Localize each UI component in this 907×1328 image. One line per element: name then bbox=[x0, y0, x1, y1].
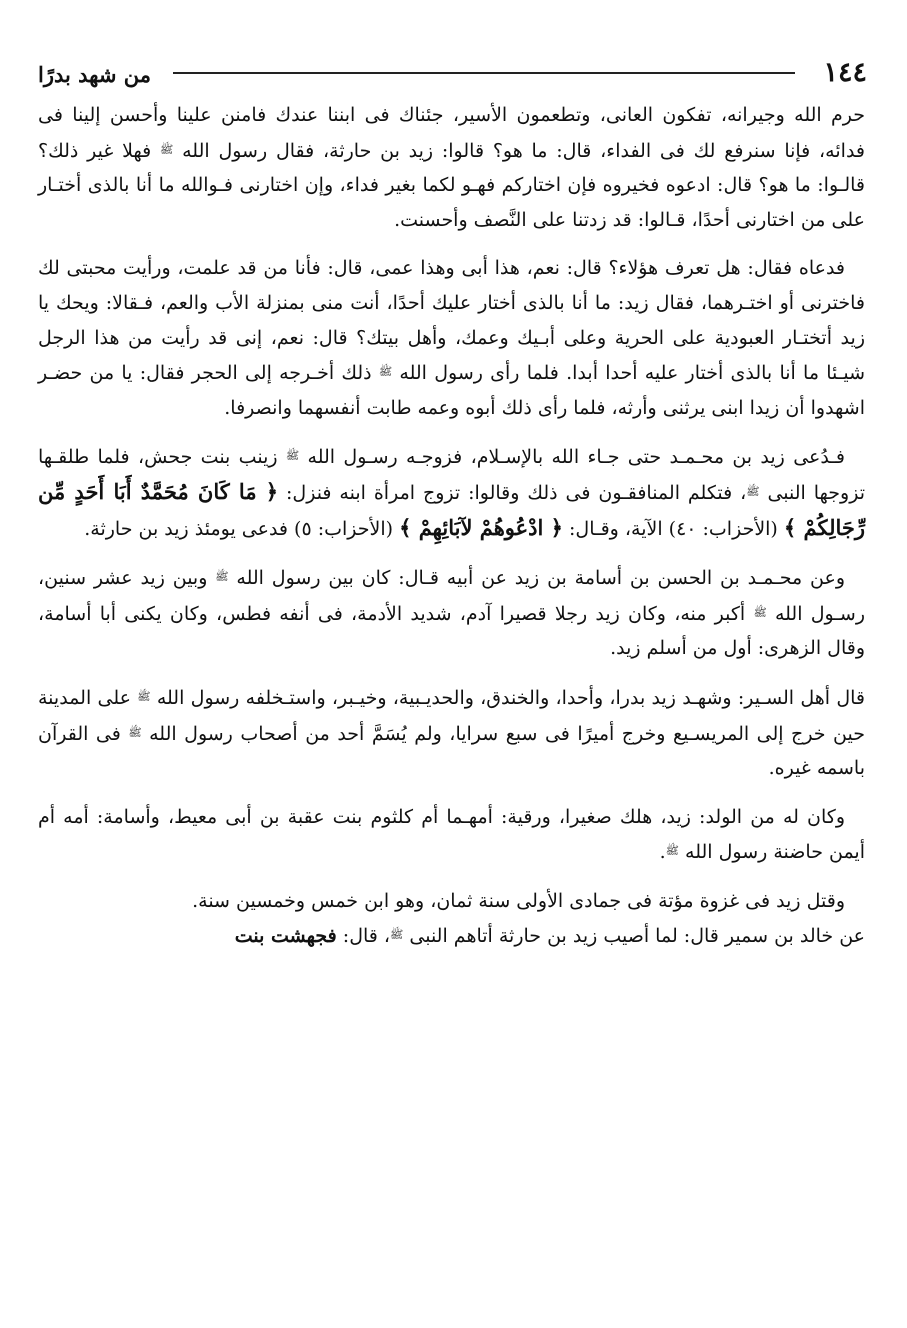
paragraph-death bbox=[38, 884, 865, 919]
text-run: (الأحزاب: ٤٠) الآية، وقـال: bbox=[562, 517, 784, 540]
paragraph-ransom-offer bbox=[38, 98, 865, 237]
text-run: ذلك أخـرجه إلى الحجر فقال: يا من حضـر اشهدوا أن زيدا ابنى يرثنى وأرثه، فلما رأى ذلك أبوه وعمه طابت أنفسهما وانصرفا. bbox=[38, 362, 865, 419]
salawat-glyph: ﷺ bbox=[137, 689, 151, 703]
text-run: . bbox=[659, 841, 666, 864]
paragraph-called-zayd-ibn-muhammad bbox=[38, 439, 865, 546]
text-run: حرم الله وجيرانه، تفكون العانى، وتطعمون الأسير، جئناك فى ابننا عندك فامنن علينا وأحسن إلينا فى فدائه، فإنا سنرفع لك فى الفداء، قال: ما هو؟ قالوا: زيد بن حارثة، فقال رسول الله bbox=[38, 104, 865, 162]
text-run: زينب بنت جحش، فلما طلقـها تزوجها النبى bbox=[38, 446, 865, 504]
paragraph-battles bbox=[38, 680, 865, 786]
salawat-glyph: ﷺ bbox=[128, 725, 142, 739]
text-run: عن خالد بن سمير قال: لما أصيب زيد بن حارثة أتاهم النبى bbox=[403, 925, 865, 948]
salawat-glyph: ﷺ bbox=[160, 142, 174, 156]
salawat-glyph: ﷺ bbox=[215, 570, 229, 584]
quran-verse: ﴿ مَا كَانَ مُحَمَّدٌ أَبَا أَحَدٍ مِّن رِّجَالِكُمْ ﴾ bbox=[38, 478, 865, 540]
paragraph-zayd-choice bbox=[38, 251, 865, 425]
page-header bbox=[38, 56, 867, 96]
paragraph-children bbox=[38, 800, 865, 870]
salawat-glyph: ﷺ bbox=[753, 605, 767, 619]
text-run: (الأحزاب: ٥) فدعى يومئذ زيد بن حارثة. bbox=[84, 517, 400, 540]
text-run: وكان له من الولد: زيد، هلك صغيرا، ورقية: أمهـما أم كلثوم بنت عقبة بن أبى معيط، وأسامة: أمه أم أيمن حاضنة رسول الله bbox=[38, 805, 865, 864]
page-number: ١٤٤ bbox=[823, 57, 867, 88]
text-run: على المدينة حين خرج إلى المريسـيع وخرج أميرًا فى سبع سرايا، ولم يُسَمَّ أحد من أصحاب رسول الله bbox=[38, 686, 865, 745]
text-run: وبين زيد عشر سنين، رسـول الله bbox=[38, 567, 866, 625]
salawat-glyph: ﷺ bbox=[378, 365, 393, 379]
salawat-glyph: ﷺ bbox=[665, 844, 679, 858]
text-run: وقتل زيد فى غزوة مؤتة فى جمادى الأولى سنة ثمان، وهو ابن خمس وخمسين سنة. bbox=[192, 889, 845, 912]
text-run: فدعاه فقال: هل تعرف هؤلاء؟ قال: نعم، هذا أبى وهذا عمى، قال: فأنا من قد علمت، ورأيت محبتى لك فاخترنى أو اختـرهما، فقال زيد: ما أنا بالذى أختار عليك أحدًا، أنت منى بمنزلة الأب والعم، فـقالا: ويحك يا زيد أتختـار العبودية على الحرية وعلى أبـيك وعمك، وأهل بيتك؟ قال: نعم، إنى قد رأيت من هذا الرجل شيـئا ما أنا بالذى أختار عليه أحدا أبدا. فلما رأى رسول الله bbox=[38, 257, 865, 385]
text-run: أكبر منه، وكان زيد رجلا قصيرا آدم، شديد الأدمة، فى أنفه فطس، وكان يكنى أبا أسامة، وقال الزهرى: أول من أسلم زيد. bbox=[38, 602, 865, 660]
header-rule bbox=[173, 72, 795, 74]
quran-verse: ﴿ ادْعُوهُمْ لآبَائِهِمْ ﴾ bbox=[399, 514, 563, 540]
text-run: فى القرآن باسمه غيره. bbox=[38, 722, 865, 780]
salawat-glyph: ﷺ bbox=[285, 449, 300, 463]
salawat-glyph: ﷺ bbox=[390, 928, 404, 942]
text-run: وعن محـمـد بن الحسن بن أسامة بن زيد عن أبيه قـال: كان بين رسول الله bbox=[228, 567, 846, 590]
paragraph-usama-narration bbox=[38, 560, 865, 666]
bold-text: فجهشت بنت bbox=[234, 925, 337, 948]
salawat-glyph: ﷺ bbox=[746, 484, 760, 498]
text-run: ، قال: bbox=[336, 925, 391, 948]
text-run: فـدُعى زيد بن محـمـد حتى جـاء الله بالإسـلام، فزوجـه رسـول الله bbox=[299, 446, 845, 469]
text-run: قال أهل السـير: وشهـد زيد بدرا، وأحدا، والخندق، والحديـبية، وخيـبر، واستـخلفه رسول الله bbox=[150, 686, 865, 709]
text-run: فهلا غير ذلك؟ قالـوا: ما هو؟ قال: ادعوه فخيروه فإن اختاركم فهـو لكما بغير فداء، وإن اختارنى فـوالله ما أنا بالذى أختـار على من اختارنى أحدًا، قـالوا: قد زدتنا على النَّصف وأحسنت. bbox=[38, 139, 865, 231]
running-title: من شهد بدرًا bbox=[38, 62, 151, 87]
paragraph-khalid-narration bbox=[38, 918, 865, 954]
text-run: ، فتكلم المنافقـون فى ذلك وقالوا: تزوج امرأة ابنه فنزل: bbox=[278, 481, 747, 504]
body-text bbox=[38, 98, 865, 954]
